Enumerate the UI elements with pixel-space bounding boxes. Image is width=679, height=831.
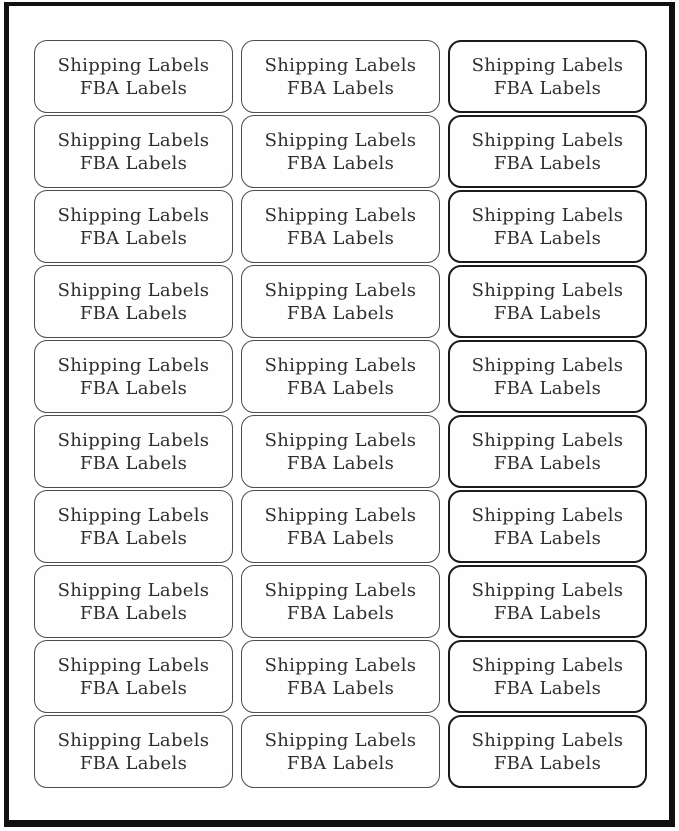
shipping-label <box>241 640 440 713</box>
shipping-label <box>448 490 647 563</box>
shipping-label <box>34 415 233 488</box>
shipping-label <box>34 190 233 263</box>
shipping-label <box>448 715 647 788</box>
label-line2: FBA Labels <box>286 77 395 99</box>
label-line1: Shipping Labels <box>471 354 624 376</box>
shipping-label <box>241 490 440 563</box>
label-line1: Shipping Labels <box>471 729 624 751</box>
shipping-label <box>448 40 647 113</box>
label-line2: FBA Labels <box>493 227 602 249</box>
label-line2: FBA Labels <box>286 452 395 474</box>
label-line1: Shipping Labels <box>471 654 624 676</box>
label-line2: FBA Labels <box>493 602 602 624</box>
label-line2: FBA Labels <box>286 152 395 174</box>
label-line1: Shipping Labels <box>264 129 417 151</box>
label-line1: Shipping Labels <box>264 729 417 751</box>
shipping-label <box>34 715 233 788</box>
label-grid <box>34 40 647 788</box>
shipping-label <box>34 565 233 638</box>
label-line1: Shipping Labels <box>471 204 624 226</box>
label-line2: FBA Labels <box>79 602 188 624</box>
label-line2: FBA Labels <box>79 77 188 99</box>
label-line1: Shipping Labels <box>264 504 417 526</box>
shipping-label <box>448 640 647 713</box>
label-line2: FBA Labels <box>79 227 188 249</box>
label-line2: FBA Labels <box>493 377 602 399</box>
label-line2: FBA Labels <box>286 752 395 774</box>
shipping-label <box>241 415 440 488</box>
shipping-label <box>448 415 647 488</box>
shipping-label <box>241 565 440 638</box>
label-line1: Shipping Labels <box>57 654 210 676</box>
shipping-label <box>34 340 233 413</box>
label-line1: Shipping Labels <box>57 129 210 151</box>
shipping-label <box>241 190 440 263</box>
label-line2: FBA Labels <box>79 677 188 699</box>
label-line1: Shipping Labels <box>57 429 210 451</box>
label-line1: Shipping Labels <box>264 654 417 676</box>
shipping-label <box>241 115 440 188</box>
shipping-label <box>34 40 233 113</box>
shipping-label <box>448 115 647 188</box>
label-line1: Shipping Labels <box>471 129 624 151</box>
label-line2: FBA Labels <box>286 227 395 249</box>
label-line2: FBA Labels <box>286 377 395 399</box>
label-line2: FBA Labels <box>79 302 188 324</box>
shipping-label <box>241 715 440 788</box>
label-line1: Shipping Labels <box>57 729 210 751</box>
label-line2: FBA Labels <box>493 677 602 699</box>
label-line2: FBA Labels <box>286 602 395 624</box>
label-line1: Shipping Labels <box>264 579 417 601</box>
shipping-label <box>448 265 647 338</box>
shipping-label <box>241 265 440 338</box>
label-line2: FBA Labels <box>493 527 602 549</box>
label-line2: FBA Labels <box>493 752 602 774</box>
label-line1: Shipping Labels <box>57 279 210 301</box>
shipping-label <box>34 115 233 188</box>
shipping-label <box>448 190 647 263</box>
label-line2: FBA Labels <box>493 77 602 99</box>
label-line2: FBA Labels <box>493 452 602 474</box>
label-line2: FBA Labels <box>286 677 395 699</box>
label-line2: FBA Labels <box>493 152 602 174</box>
shipping-label <box>241 40 440 113</box>
label-line2: FBA Labels <box>493 302 602 324</box>
label-line2: FBA Labels <box>79 527 188 549</box>
shipping-label <box>34 265 233 338</box>
shipping-label <box>448 340 647 413</box>
label-line2: FBA Labels <box>79 752 188 774</box>
shipping-label <box>241 340 440 413</box>
label-line1: Shipping Labels <box>471 579 624 601</box>
label-line1: Shipping Labels <box>471 429 624 451</box>
label-line2: FBA Labels <box>79 152 188 174</box>
label-line1: Shipping Labels <box>264 204 417 226</box>
shipping-label <box>448 565 647 638</box>
label-line1: Shipping Labels <box>264 279 417 301</box>
label-line1: Shipping Labels <box>264 354 417 376</box>
label-line1: Shipping Labels <box>57 54 210 76</box>
label-line2: FBA Labels <box>286 302 395 324</box>
label-line2: FBA Labels <box>79 452 188 474</box>
label-line1: Shipping Labels <box>471 279 624 301</box>
shipping-label <box>34 640 233 713</box>
label-line1: Shipping Labels <box>264 429 417 451</box>
label-line1: Shipping Labels <box>57 204 210 226</box>
shipping-label <box>34 490 233 563</box>
label-line2: FBA Labels <box>286 527 395 549</box>
label-line2: FBA Labels <box>79 377 188 399</box>
label-line1: Shipping Labels <box>57 354 210 376</box>
label-line1: Shipping Labels <box>57 579 210 601</box>
label-line1: Shipping Labels <box>264 54 417 76</box>
label-line1: Shipping Labels <box>57 504 210 526</box>
label-line1: Shipping Labels <box>471 504 624 526</box>
label-line1: Shipping Labels <box>471 54 624 76</box>
